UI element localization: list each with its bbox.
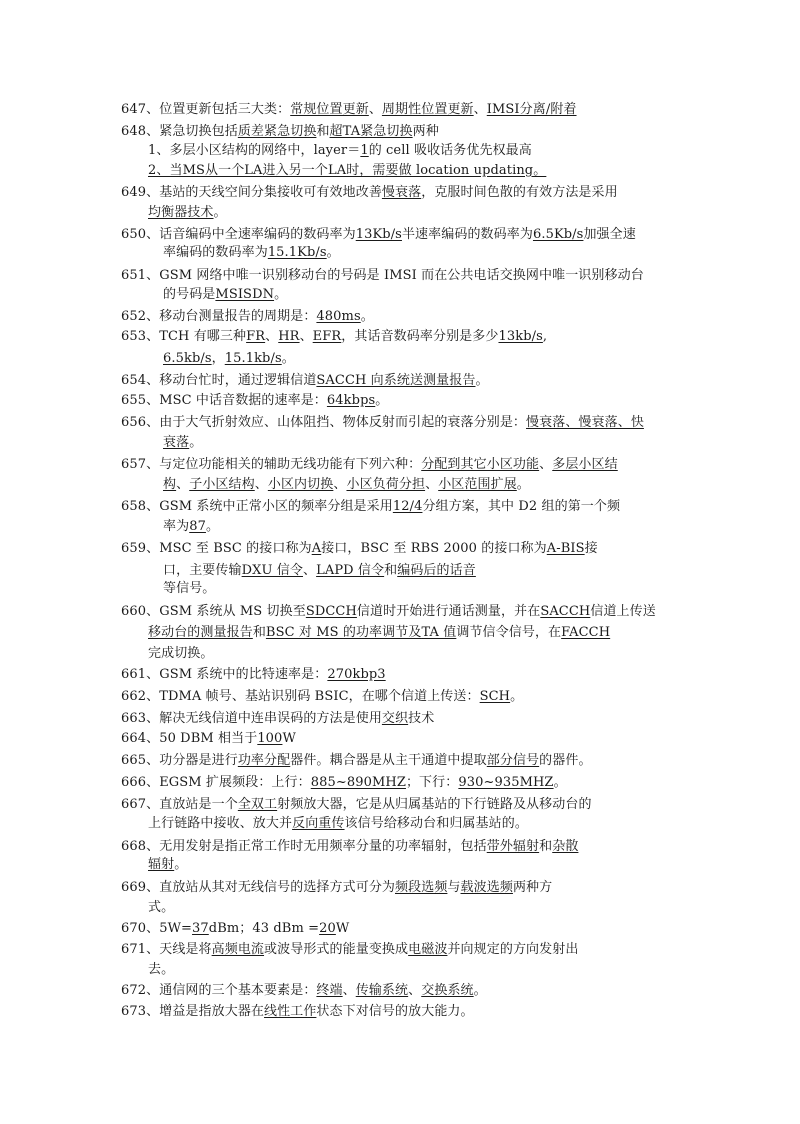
text-segment: 半速率编码的数码率为 xyxy=(401,227,533,242)
text-segment: 和 xyxy=(316,124,330,139)
text-line xyxy=(121,753,592,769)
text-segment: 、 xyxy=(299,329,313,344)
text-segment: ， xyxy=(211,351,225,366)
text-segment: ；下行： xyxy=(405,775,459,790)
text-segment: 665、功分器是进行 xyxy=(121,753,238,768)
answer-blank: 编码后的话音 xyxy=(397,563,476,578)
answer-blank: 930~935MHZ xyxy=(458,775,554,790)
answer-blank: 常规位置更新 xyxy=(290,102,369,117)
text-segment: 信道时开始进行通话测量，并在 xyxy=(356,604,541,619)
text-segment: 与 xyxy=(447,880,461,895)
answer-blank: 慢衰落、慢衰落、快 xyxy=(526,415,644,430)
answer-blank: A-BIS xyxy=(546,541,585,556)
text-line xyxy=(121,711,434,727)
text-line xyxy=(163,563,476,579)
text-line xyxy=(121,499,620,515)
text-line xyxy=(121,921,349,937)
text-segment: 1、多层小区结构的网络中，layer＝ xyxy=(148,143,361,158)
text-line xyxy=(121,731,296,747)
answer-blank: 移动台的测量报告 xyxy=(148,625,253,640)
answer-blank: 辐射 xyxy=(148,857,175,872)
text-segment: 、 xyxy=(176,477,190,492)
answer-blank: 37 xyxy=(192,921,209,936)
answer-blank: FR xyxy=(246,329,266,344)
text-segment: 上行链路中接收、放大并 xyxy=(148,816,293,831)
answer-blank: 交换系统 xyxy=(421,983,474,998)
text-line xyxy=(121,667,386,683)
text-segment: 670、5W= xyxy=(121,921,193,936)
text-segment: 。 xyxy=(213,205,227,220)
text-segment: 。 xyxy=(475,373,489,388)
text-line xyxy=(148,857,187,873)
text-line xyxy=(121,268,644,284)
answer-blank: 13Kb/s xyxy=(355,227,402,242)
answer-blank: 小区内切换 xyxy=(267,477,334,492)
text-segment: 或波导形式的能量变换成 xyxy=(264,942,409,957)
text-line xyxy=(148,816,528,832)
answer-blank: 均衡器技术 xyxy=(148,205,214,220)
answer-blank: 线性工作 xyxy=(264,1004,317,1019)
text-line xyxy=(163,287,287,303)
text-segment: 656、由于大气折射效应、山体阻挡、物体反射而引起的衰落分别是： xyxy=(121,415,527,430)
answer-blank: 杂散 xyxy=(552,839,579,854)
text-line xyxy=(121,604,656,620)
answer-blank: 6.5kb/s xyxy=(163,351,212,366)
text-segment: 657、与定位功能相关的辅助无线功能有下列六种： xyxy=(121,457,422,472)
text-segment: 651、GSM 网络中唯一识别移动台的号码是 IMSI 而在公共电话交换网中唯一识别移动台 xyxy=(121,268,644,283)
text-segment: 671、天线是将 xyxy=(121,942,212,957)
answer-blank: EFR xyxy=(312,329,342,344)
answer-blank: MSISDN xyxy=(215,287,275,302)
answer-blank: 小区负荷分担 xyxy=(346,477,426,492)
text-segment: , xyxy=(542,329,548,344)
text-line xyxy=(121,329,547,345)
text-segment: 、 xyxy=(473,102,487,117)
text-line xyxy=(121,797,592,813)
text-segment: 、 xyxy=(333,477,347,492)
answer-blank: 终端 xyxy=(316,983,343,998)
text-segment: 650、话音编码中全速率编码的数码率为 xyxy=(121,227,356,242)
text-segment: 652、移动台测量报告的周期是： xyxy=(121,309,317,324)
answer-blank: 超TA紧急切换 xyxy=(329,124,413,139)
text-line xyxy=(121,373,489,389)
text-segment: 649、基站的天线空间分集接收可有效地改善 xyxy=(121,185,382,200)
text-segment: 并向规定的方向发射出 xyxy=(447,942,579,957)
text-line xyxy=(121,839,578,855)
text-segment: 。 xyxy=(174,857,188,872)
text-segment: 663、解决无线信道中连串误码的方法是使用 xyxy=(121,711,382,726)
text-segment: 分组方案，其中 D2 组的第一个频 xyxy=(422,499,621,514)
text-segment: 接口，BSC 至 RBS 2000 的接口称为 xyxy=(321,541,547,556)
text-line xyxy=(148,900,174,916)
answer-blank: 100 xyxy=(257,731,283,746)
text-segment: 口，主要传输 xyxy=(163,563,242,578)
text-line xyxy=(121,983,487,999)
text-segment: 。 xyxy=(326,245,340,260)
text-segment: 、 xyxy=(342,983,356,998)
text-segment: 、 xyxy=(302,563,317,578)
answer-blank: 1 xyxy=(360,143,369,158)
text-segment: 、 xyxy=(368,102,382,117)
text-segment: 653、TCH 有哪三种 xyxy=(121,329,247,344)
answer-blank: 87 xyxy=(189,519,206,534)
text-segment: 654、移动台忙时，通过逻辑信道 xyxy=(121,373,317,388)
text-segment: 673、增益是指放大器在 xyxy=(121,1004,265,1019)
text-segment: 。 xyxy=(473,983,487,998)
answer-blank: 部分信号 xyxy=(486,753,540,768)
text-segment: 648、紧急切换包括 xyxy=(121,124,238,139)
text-line xyxy=(121,1004,474,1020)
text-segment: 664、50 DBM 相当于 xyxy=(121,731,258,746)
text-segment: 669、直放站从其对无线信号的选择方式可分为 xyxy=(121,880,396,895)
text-line xyxy=(148,163,546,179)
text-segment: 、 xyxy=(265,329,279,344)
answer-blank: SACCH xyxy=(540,604,591,619)
text-segment: 技术 xyxy=(408,711,435,726)
text-segment: 。 xyxy=(510,689,524,704)
text-line xyxy=(163,581,215,597)
text-line xyxy=(121,102,577,118)
text-segment: 655、MSC 中话音数据的速率是： xyxy=(121,393,327,408)
answer-blank: IMSI分离/附着 xyxy=(486,102,577,117)
text-line xyxy=(121,227,636,243)
text-segment: 和 xyxy=(539,839,553,854)
text-line xyxy=(121,457,618,473)
answer-blank: LAPD 信令 xyxy=(316,563,385,578)
answer-blank: SDCCH xyxy=(305,604,357,619)
answer-blank: 频段选频 xyxy=(395,880,448,895)
text-segment: 接 xyxy=(584,541,598,556)
text-segment: 661、GSM 系统中的比特速率是： xyxy=(121,667,328,682)
text-line xyxy=(121,541,598,557)
text-segment: 659、MSC 至 BSC 的接口称为 xyxy=(121,541,312,556)
text-segment: 。 xyxy=(553,775,567,790)
answer-blank: 构 xyxy=(163,477,177,492)
text-line xyxy=(163,351,295,367)
answer-blank: 子小区结构 xyxy=(189,477,255,492)
text-segment: 。 xyxy=(375,393,389,408)
answer-blank: 15.1kb/s xyxy=(224,351,282,366)
text-line xyxy=(148,625,610,641)
text-segment: 的 cell 吸收话务优先权最高 xyxy=(368,143,532,158)
text-segment: 率编码的数码率为 xyxy=(163,245,268,260)
text-segment: 该信号给移动台和归属基站的。 xyxy=(344,816,528,831)
text-segment: 668、无用发射是指正常工作时无用频率分量的功率辐射，包括 xyxy=(121,839,487,854)
answer-blank: 功率分配 xyxy=(237,753,291,768)
answer-blank: 6.5Kb/s xyxy=(532,227,584,242)
answer-blank: 885~890MHZ xyxy=(310,775,406,790)
text-line xyxy=(121,689,523,705)
text-segment: 信道上传送 xyxy=(590,604,656,619)
text-line xyxy=(121,880,552,896)
text-segment: 射频放大器，它是从归属基站的下行链路及从移动台的 xyxy=(277,797,592,812)
text-segment: 完成切换。 xyxy=(148,646,214,661)
text-segment: 和 xyxy=(252,625,266,640)
answer-blank: 多层小区结 xyxy=(552,457,618,472)
text-segment: 。 xyxy=(360,309,374,324)
answer-blank: HR xyxy=(278,329,300,344)
text-segment: 。 xyxy=(516,477,530,492)
answer-blank: 高频电流 xyxy=(211,942,265,957)
answer-blank: 480ms xyxy=(316,309,361,324)
text-line xyxy=(121,775,567,791)
text-line xyxy=(163,245,340,261)
answer-blank: 13kb/s xyxy=(498,329,543,344)
text-segment: 率为 xyxy=(163,519,190,534)
answer-blank: FACCH xyxy=(561,625,611,640)
text-segment: 去。 xyxy=(148,962,175,977)
answer-blank: A xyxy=(311,541,322,556)
answer-blank: 带外辐射 xyxy=(486,839,540,854)
text-line xyxy=(121,124,439,140)
answer-blank: 质差紧急切换 xyxy=(237,124,317,139)
answer-blank: 慢衰落 xyxy=(381,185,422,200)
text-segment: 672、通信网的三个基本要素是： xyxy=(121,983,317,998)
answer-blank: 270kbp3 xyxy=(327,667,386,682)
text-segment: dBm；43 dBm = xyxy=(208,921,320,936)
text-segment: 。 xyxy=(281,351,295,366)
answer-blank: 64kbps xyxy=(326,393,376,408)
answer-blank: SACCH 向系统送测量报告 xyxy=(316,373,476,388)
answer-blank: 分配到其它小区功能 xyxy=(421,457,540,472)
text-segment: 等信号。 xyxy=(163,581,216,596)
text-segment: 。 xyxy=(189,435,203,450)
text-line xyxy=(121,309,374,325)
answer-blank: 载波选频 xyxy=(460,880,513,895)
answer-blank: BSC 对 MS 的功率调节及 xyxy=(265,625,422,640)
answer-blank: 2、当MS从一个LA进入另一个LA时，需要做 location updating。 xyxy=(148,163,547,178)
text-segment: 和 xyxy=(384,563,398,578)
answer-blank: 传输系统 xyxy=(355,983,409,998)
answer-blank: 15.1Kb/s xyxy=(267,245,327,260)
answer-blank: 小区范围扩展 xyxy=(438,477,517,492)
answer-blank: 20 xyxy=(319,921,336,936)
text-line xyxy=(121,393,388,409)
text-segment: 647、位置更新包括三大类： xyxy=(121,102,291,117)
answer-blank: 周期性位置更新 xyxy=(381,102,474,117)
text-line xyxy=(148,143,532,159)
text-segment: 的器件。 xyxy=(539,753,592,768)
text-segment: ，克服时间色散的有效方法是采用 xyxy=(421,185,618,200)
text-line xyxy=(163,435,202,451)
text-line xyxy=(148,205,227,221)
text-segment: 、 xyxy=(539,457,553,472)
answer-blank: TA 值 xyxy=(421,625,457,640)
answer-blank: 交织 xyxy=(381,711,409,726)
text-segment: W xyxy=(335,921,350,936)
text-segment: 信号，在 xyxy=(508,625,562,640)
answer-blank: 电磁波 xyxy=(408,942,448,957)
text-segment: 667、直放站是一个 xyxy=(121,797,238,812)
text-segment: 658、GSM 系统中正常小区的频率分组是采用 xyxy=(121,499,393,514)
text-line xyxy=(121,942,578,958)
text-segment: W xyxy=(282,731,296,746)
text-segment: ，其话音数码率分别是多少 xyxy=(341,329,499,344)
answer-blank: DXU 信令 xyxy=(241,563,303,578)
text-line xyxy=(121,185,618,201)
answer-blank: 反向重传 xyxy=(292,816,345,831)
answer-blank: 12/4 xyxy=(392,499,423,514)
text-segment: 、 xyxy=(408,983,422,998)
answer-blank: SCH xyxy=(479,689,511,704)
text-segment: 器件。耦合器是从主干通道中提取 xyxy=(290,753,487,768)
text-segment: 、 xyxy=(425,477,439,492)
text-segment: 。 xyxy=(205,519,220,534)
text-segment: 调节信令 xyxy=(456,625,509,640)
text-segment: 660、GSM 系统从 MS 切换至 xyxy=(121,604,306,619)
text-segment: 式。 xyxy=(148,900,175,915)
text-line xyxy=(163,477,530,493)
text-segment: 。 xyxy=(274,287,288,302)
answer-blank: 全双工 xyxy=(237,797,278,812)
text-line xyxy=(148,646,214,662)
text-segment: 662、TDMA 帧号、基站识别码 BSIC，在哪个信道上传送： xyxy=(121,689,480,704)
text-segment: 666、EGSM 扩展频段：上行： xyxy=(121,775,311,790)
text-line xyxy=(148,962,174,978)
text-line xyxy=(121,415,644,431)
text-segment: 两种 xyxy=(412,124,439,139)
text-segment: 的号码是 xyxy=(163,287,216,302)
text-line xyxy=(163,519,219,535)
text-segment: 、 xyxy=(254,477,268,492)
text-segment: 两种方 xyxy=(512,880,553,895)
answer-blank: 衰落 xyxy=(163,435,190,450)
text-segment: 加强全速 xyxy=(583,227,636,242)
text-segment: 状态下对信号的放大能力。 xyxy=(316,1004,474,1019)
